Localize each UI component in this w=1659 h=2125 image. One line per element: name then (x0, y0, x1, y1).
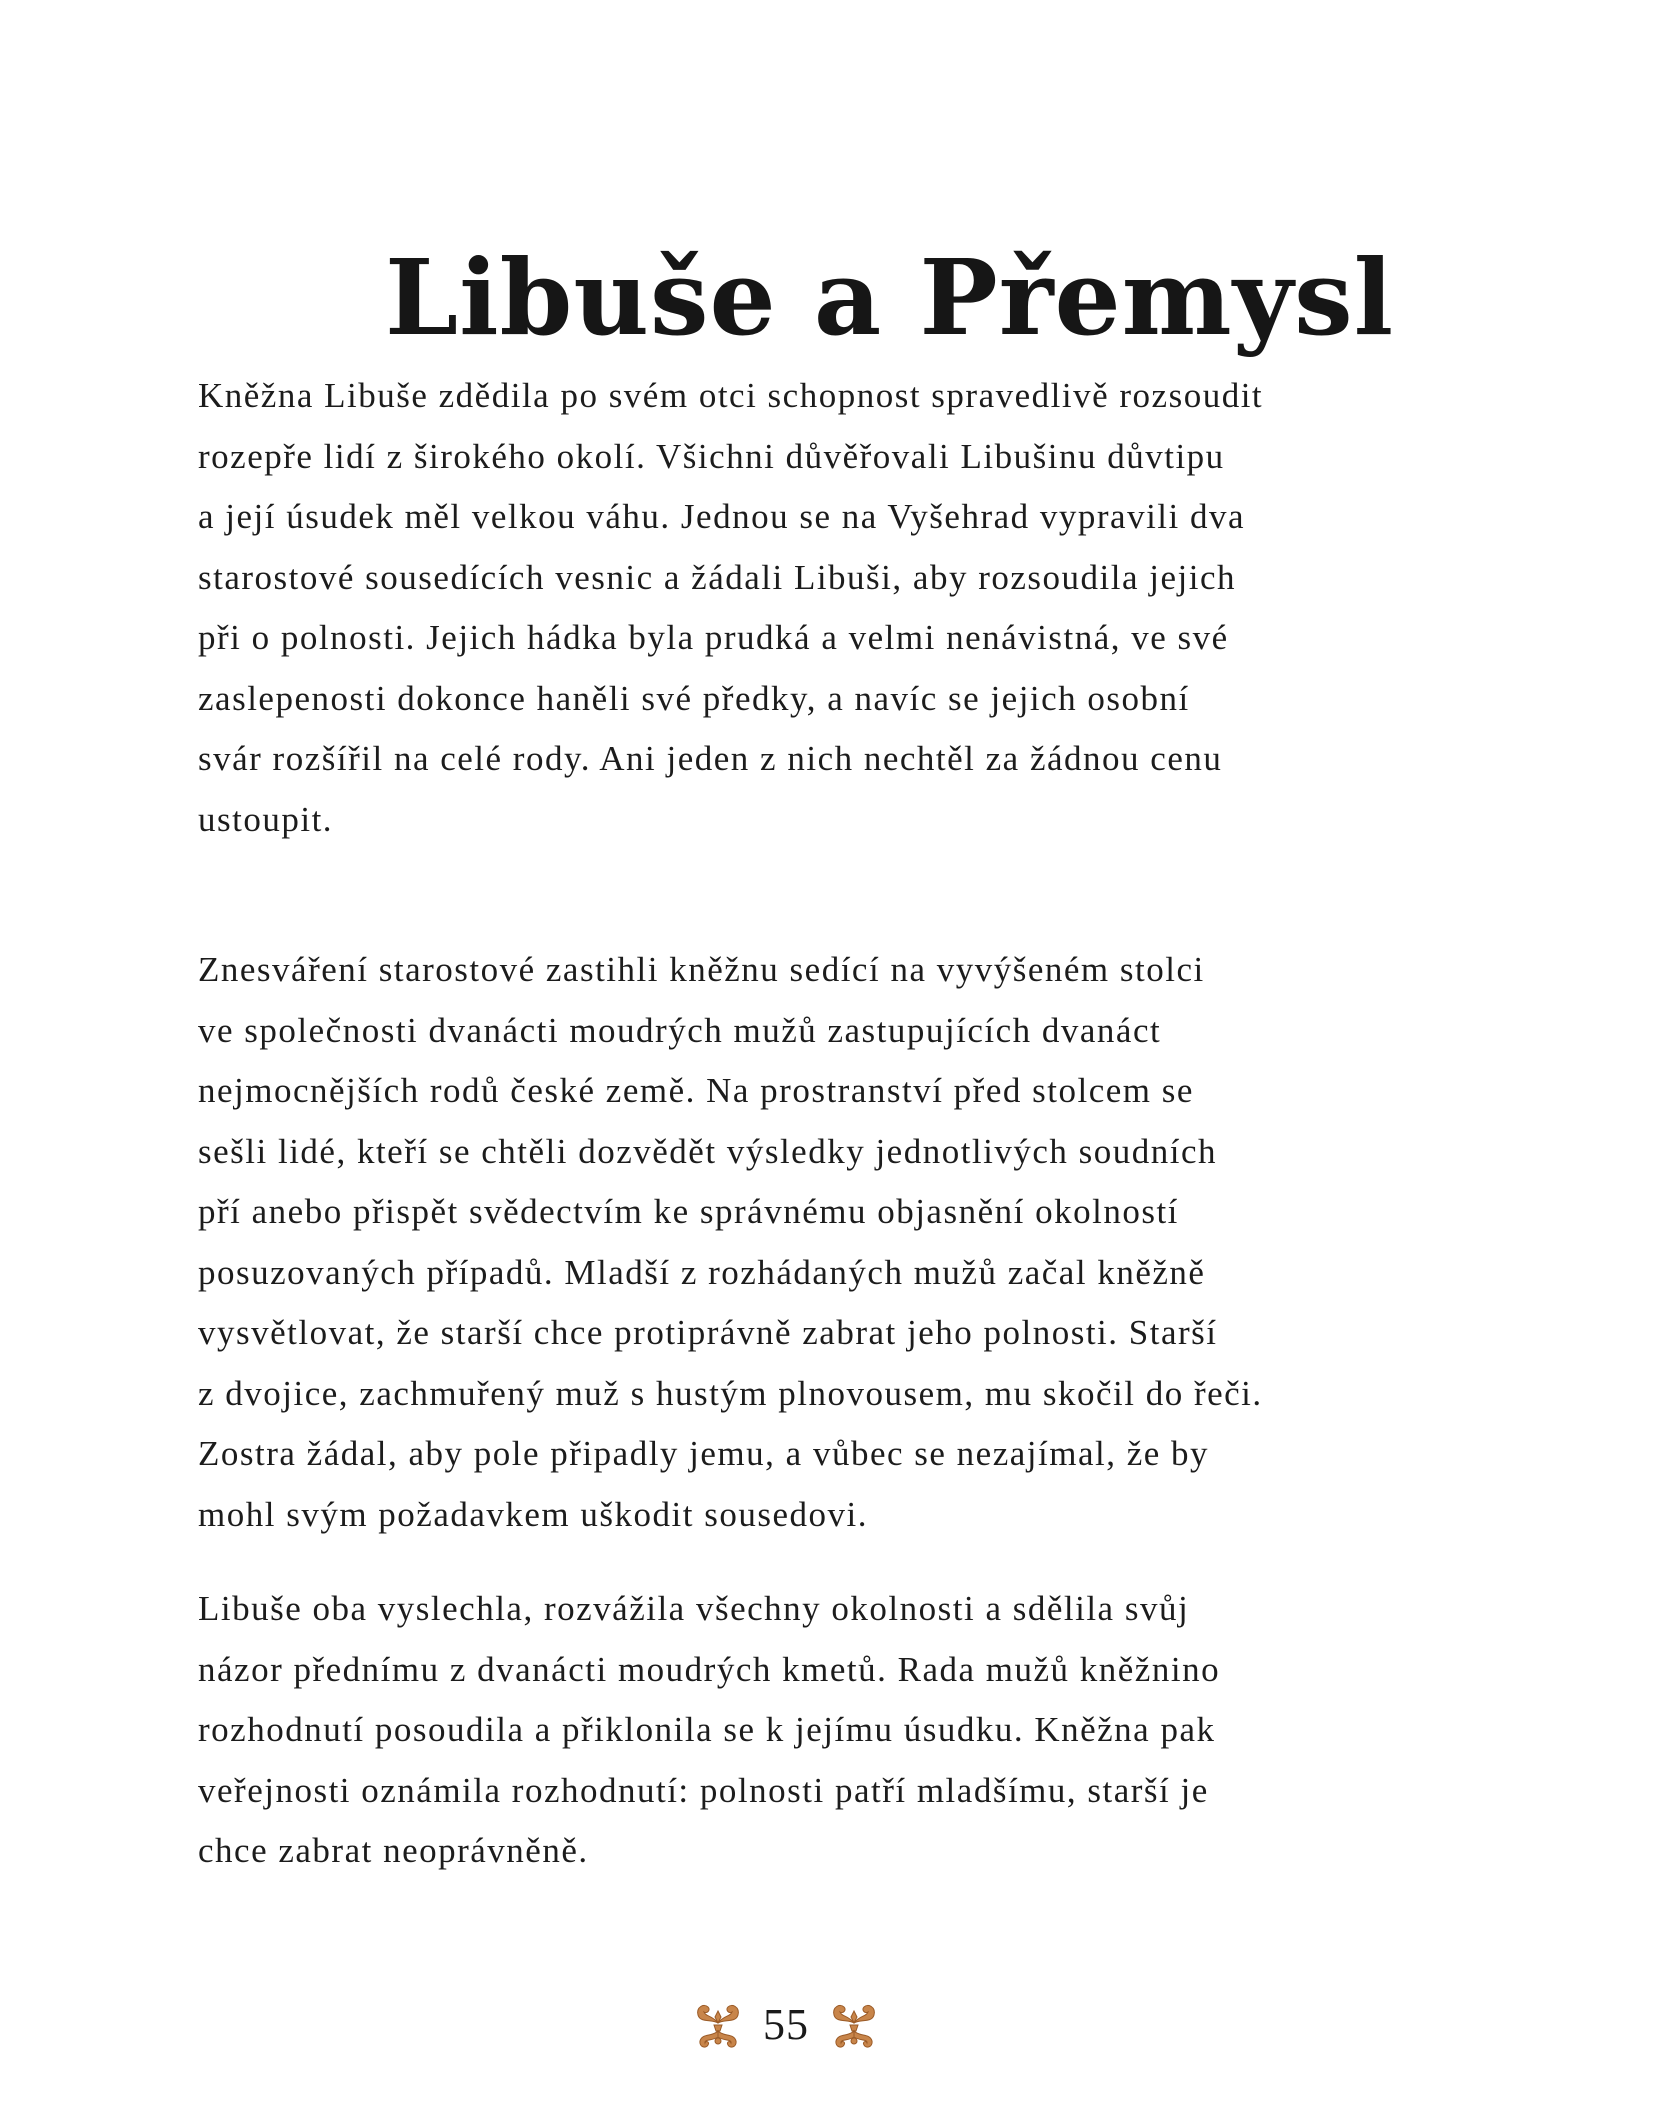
paragraph-2 (198, 940, 1458, 1545)
paragraph-3 (198, 1579, 1458, 1882)
text-line: rozhodnutí posoudila a přiklonila se k jejímu úsudku. Kněžna pak (198, 1710, 1216, 1749)
text-line: a její úsudek měl velkou váhu. Jednou se na Vyšehrad vypravili dva (198, 497, 1246, 536)
paragraph-1 (198, 366, 1458, 850)
text-line: Kněžna Libuše zdědila po svém otci schopnost spravedlivě rozsoudit (198, 376, 1264, 415)
text-line: starostové sousedících vesnic a žádali Libuši, aby rozsoudila jejich (198, 557, 1236, 597)
ornament-icon (690, 1997, 746, 2053)
page-title: Libuše a Přemysl (385, 235, 1395, 359)
text-line: pří anebo přispět svědectvím ke správnému objasnění okolností (198, 1192, 1179, 1231)
page-number: 55 (763, 2000, 809, 2049)
text-line: z dvojice, zachmuřený muž s hustým plnovousem, mu skočil do řeči. (198, 1373, 1263, 1413)
text-line: sešli lidé, kteří se chtěli dozvědět výsledky jednotlivých soudních (198, 1131, 1218, 1171)
ornament-icon (826, 1997, 882, 2053)
text-line: při o polnosti. Jejich hádka byla prudká a velmi nenávistná, ve své (198, 618, 1229, 657)
text-line: Libuše oba vyslechla, rozvážila všechny okolnosti a sdělila svůj (198, 1589, 1190, 1628)
text-line: názor přednímu z dvanácti moudrých kmetů. Rada mužů kněžnino (198, 1649, 1221, 1689)
text-line: posuzovaných případů. Mladší z rozhádaných mužů začal kněžně (198, 1252, 1206, 1292)
text-line: Zostra žádal, aby pole připadly jemu, a vůbec se nezajímal, že by (198, 1434, 1210, 1473)
text-line: svár rozšířil na celé rody. Ani jeden z nich nechtěl za žádnou cenu (198, 739, 1223, 778)
text-line: mohl svým požadavkem uškodit sousedovi. (198, 1494, 868, 1534)
text-line: ustoupit. (198, 799, 334, 839)
text-line: vysvětlovat, že starší chce protiprávně zabrat jeho polnosti. Starší (198, 1313, 1218, 1352)
text-line: rozepře lidí z širokého okolí. Všichni důvěřovali Libušinu důvtipu (198, 436, 1225, 476)
text-line: zaslepenosti dokonce haněli své předky, a navíc se jejich osobní (198, 678, 1190, 718)
text-line: chce zabrat neoprávněně. (198, 1831, 589, 1870)
text-line: veřejnosti oznámila rozhodnutí: polnosti patří mladšímu, starší je (198, 1770, 1209, 1810)
text-line: ve společnosti dvanácti moudrých mužů zastupujících dvanáct (198, 1010, 1162, 1050)
page-footer (690, 1994, 882, 2056)
text-line: Znesváření starostové zastihli kněžnu sedící na vyvýšeném stolci (198, 950, 1205, 989)
text-line: nejmocnějších rodů české země. Na prostranství před stolcem se (198, 1071, 1194, 1110)
